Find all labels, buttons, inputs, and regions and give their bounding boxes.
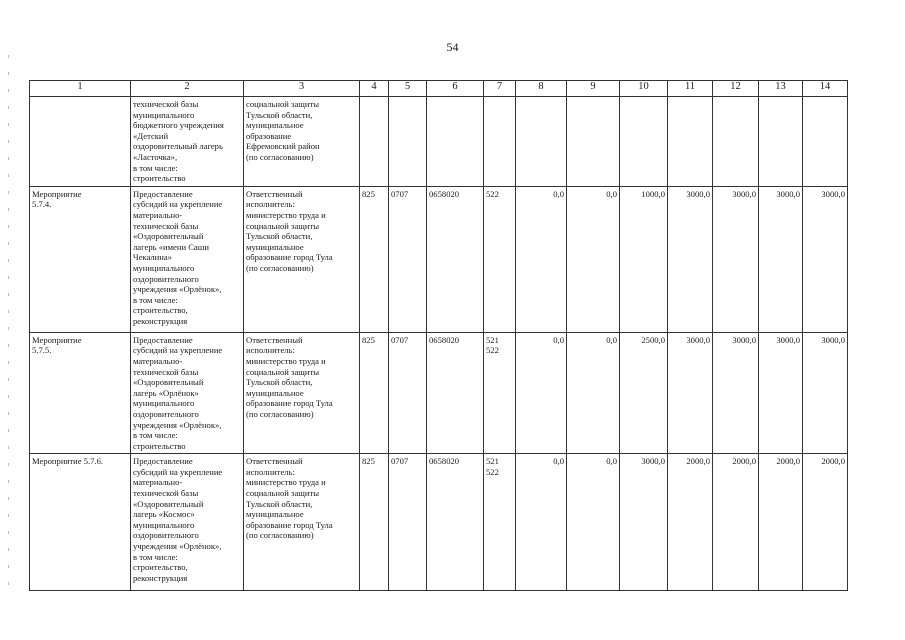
cell-line: «Детский: [133, 130, 169, 141]
cell-line: лагерь «Орлёнок»: [133, 387, 199, 398]
cell-line: Чекалина»: [133, 252, 172, 263]
cell-line: бюджетного учреждения: [133, 120, 224, 131]
code-cell: 825: [360, 186, 389, 332]
cell-line: в том числе:: [133, 162, 178, 173]
cell-line: Ефремовский район: [246, 141, 320, 152]
code-cell: [484, 332, 516, 454]
cell-line: «Оздоровительный: [133, 377, 204, 388]
amount-cell: 2500,0: [620, 332, 668, 454]
column-header: 9: [567, 81, 620, 97]
amount-cell: 2000,0: [668, 454, 713, 591]
code-cell: [389, 97, 427, 187]
cell-line: Предоставление: [133, 456, 193, 467]
cell-line: муниципальное: [246, 241, 304, 252]
cell-line: исполнитель:: [246, 199, 295, 210]
table-body: [30, 97, 848, 591]
code-cell: 0658020: [427, 186, 484, 332]
column-header: 6: [427, 81, 484, 97]
cell-line: в том числе:: [133, 551, 178, 562]
cell-line: субсидий на укрепление: [133, 199, 223, 210]
amount-cell: [713, 97, 759, 187]
amount-cell: 0,0: [567, 186, 620, 332]
cell-line: оздоровительного: [133, 273, 199, 284]
cell-line: технической базы: [133, 488, 199, 499]
cell-line: Предоставление: [133, 334, 193, 345]
code-cell: 825: [360, 332, 389, 454]
cell-line: строительство: [133, 173, 186, 184]
cell-line: субсидий на укрепление: [133, 466, 223, 477]
cell-line: муниципальное: [246, 120, 304, 131]
amount-cell: 0,0: [516, 454, 567, 591]
code-cell: 0658020: [427, 332, 484, 454]
code-cell: [484, 186, 516, 332]
code-cell: [484, 454, 516, 591]
cell-line: лагерь «Космос»: [133, 509, 195, 520]
cell-line: социальной защиты: [246, 99, 320, 109]
amount-cell: 0,0: [567, 332, 620, 454]
cell-line: министерство труда и: [246, 355, 326, 366]
cell-line: оздоровительного: [133, 408, 199, 419]
amount-cell: [668, 97, 713, 187]
cell-line: 5.7.5.: [32, 345, 52, 356]
cell-line: в том числе:: [133, 430, 178, 441]
cell-line: материально-: [133, 477, 183, 488]
code-cell: 825: [360, 454, 389, 591]
amount-cell: 3000,0: [759, 186, 803, 332]
cell-line: Тульской области,: [246, 498, 313, 509]
cell-line: муниципального: [133, 519, 195, 530]
code-cell: 0658020: [427, 454, 484, 591]
cell-line: Предоставление: [133, 188, 193, 199]
cell-line: материально-: [133, 355, 183, 366]
cell-line: Тульской области,: [246, 377, 313, 388]
cell-line: муниципального: [133, 109, 195, 120]
cell-line: 522: [486, 345, 499, 356]
executor-cell: [244, 454, 360, 591]
cell-line: 521: [486, 334, 499, 345]
cell-line: реконструкция: [133, 315, 188, 326]
amount-cell: 3000,0: [803, 332, 848, 454]
amount-cell: 0,0: [516, 186, 567, 332]
cell-line: образование: [246, 130, 292, 141]
description-cell: [131, 332, 244, 454]
table-row: [30, 454, 848, 591]
column-header: 8: [516, 81, 567, 97]
column-header: 2: [131, 81, 244, 97]
amount-cell: [567, 97, 620, 187]
cell-line: «Ласточка»,: [133, 151, 178, 162]
table-row: [30, 332, 848, 454]
cell-line: исполнитель:: [246, 466, 295, 477]
cell-line: Ответственный: [246, 188, 303, 199]
page-number: 54: [446, 40, 459, 54]
column-header: 3: [244, 81, 360, 97]
cell-line: учреждения «Орлёнок»,: [133, 541, 222, 552]
cell-line: Мероприятие: [32, 334, 82, 345]
column-header: 11: [668, 81, 713, 97]
amount-cell: 3000,0: [713, 332, 759, 454]
amount-cell: 2000,0: [803, 454, 848, 591]
cell-line: министерство труда и: [246, 477, 326, 488]
cell-line: (по согласованию): [246, 262, 314, 273]
cell-line: реконструкция: [133, 572, 188, 583]
cell-line: Тульской области,: [246, 231, 313, 242]
column-header: 1: [30, 81, 131, 97]
description-cell: [131, 186, 244, 332]
code-cell: [360, 97, 389, 187]
description-cell: [131, 97, 244, 187]
cell-line: образование город Тула: [246, 398, 333, 409]
measure-cell: [30, 186, 131, 332]
executor-cell: [244, 332, 360, 454]
cell-line: оздоровительного: [133, 530, 199, 541]
amount-cell: 3000,0: [803, 186, 848, 332]
cell-line: исполнитель:: [246, 345, 295, 356]
description-cell: [131, 454, 244, 591]
cell-line: технической базы: [133, 99, 199, 109]
cell-line: образование город Тула: [246, 252, 333, 263]
cell-line: муниципальное: [246, 387, 304, 398]
cell-line: социальной защиты: [246, 488, 320, 499]
code-cell: [484, 97, 516, 187]
amount-cell: 2000,0: [759, 454, 803, 591]
amount-cell: 3000,0: [668, 186, 713, 332]
cell-line: в том числе:: [133, 294, 178, 305]
amount-cell: 3000,0: [620, 454, 668, 591]
amount-cell: [516, 97, 567, 187]
cell-line: технической базы: [133, 366, 199, 377]
amount-cell: 0,0: [516, 332, 567, 454]
amount-cell: [759, 97, 803, 187]
cell-line: (по согласованию): [246, 408, 314, 419]
cell-line: муниципального: [133, 262, 195, 273]
measure-cell: [30, 97, 131, 187]
amount-cell: [803, 97, 848, 187]
cell-line: министерство труда и: [246, 209, 326, 220]
column-header: 7: [484, 81, 516, 97]
cell-line: Мероприятие: [32, 188, 82, 199]
amount-cell: 3000,0: [668, 332, 713, 454]
cell-line: «Оздоровительный: [133, 498, 204, 509]
column-header: 14: [803, 81, 848, 97]
code-cell: 0707: [389, 332, 427, 454]
code-cell: 0707: [389, 454, 427, 591]
budget-table: [29, 80, 848, 591]
column-header: 13: [759, 81, 803, 97]
header-row: [30, 81, 848, 97]
code-cell: 0707: [389, 186, 427, 332]
cell-line: муниципальное: [246, 509, 304, 520]
executor-cell: [244, 97, 360, 187]
amount-cell: [620, 97, 668, 187]
executor-cell: [244, 186, 360, 332]
cell-line: муниципального: [133, 398, 195, 409]
cell-line: образование город Тула: [246, 519, 333, 530]
column-header: 10: [620, 81, 668, 97]
cell-line: учреждения «Орлёнок»,: [133, 419, 222, 430]
cell-line: социальной защиты: [246, 366, 320, 377]
cell-line: социальной защиты: [246, 220, 320, 231]
cell-line: 521: [486, 456, 499, 467]
amount-cell: 0,0: [567, 454, 620, 591]
cell-line: строительство,: [133, 562, 188, 573]
cell-line: Ответственный: [246, 456, 303, 467]
cell-line: (по согласованию): [246, 151, 314, 162]
cell-line: субсидий на укрепление: [133, 345, 223, 356]
column-header: 4: [360, 81, 389, 97]
column-header: 12: [713, 81, 759, 97]
cell-line: 522: [486, 188, 499, 199]
cell-line: Мероприятие 5.7.6.: [32, 456, 104, 467]
cell-line: «Оздоровительный: [133, 231, 204, 242]
table-row: [30, 186, 848, 332]
amount-cell: 3000,0: [713, 186, 759, 332]
cell-line: 5.7.4.: [32, 199, 52, 210]
cell-line: Тульской области,: [246, 109, 313, 120]
cell-line: Ответственный: [246, 334, 303, 345]
cell-line: строительство,: [133, 305, 188, 316]
amount-cell: 2000,0: [713, 454, 759, 591]
cell-line: строительство: [133, 440, 186, 451]
cell-line: 522: [486, 466, 499, 477]
cell-line: лагерь «имени Саши: [133, 241, 209, 252]
amount-cell: 3000,0: [759, 332, 803, 454]
table-row: [30, 97, 848, 187]
cell-line: (по согласованию): [246, 530, 314, 541]
code-cell: [427, 97, 484, 187]
cell-line: учреждения «Орлёнок»,: [133, 284, 222, 295]
column-header: 5: [389, 81, 427, 97]
measure-cell: [30, 332, 131, 454]
cell-line: технической базы: [133, 220, 199, 231]
cell-line: оздоровительный лагерь: [133, 141, 223, 152]
measure-cell: [30, 454, 131, 591]
cell-line: материально-: [133, 209, 183, 220]
binding-edge-marks: [8, 55, 10, 615]
amount-cell: 1000,0: [620, 186, 668, 332]
